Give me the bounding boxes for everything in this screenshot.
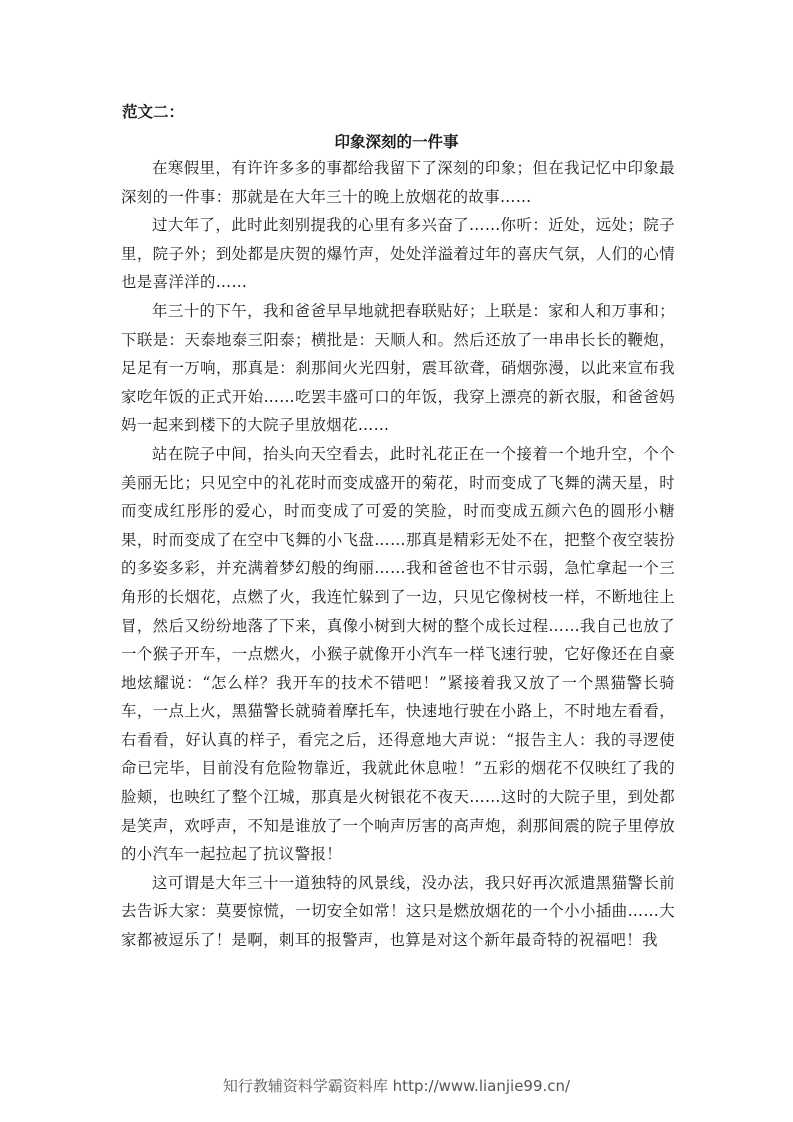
- paragraph-1: 在寒假里，有许许多多的事都给我留下了深刻的印象；但在我记忆中印象最深刻的一件事：那就是在大年三十的晚上放烟花的故事……: [121, 159, 675, 206]
- paragraph-2: 过大年了，此时此刻别提我的心里有多兴奋了……你听：近处，远处；院子里，院子外；到处都是庆贺的爆竹声，处处洋溢着过年的喜庆气氛，人们的心情也是喜洋洋的……: [121, 216, 675, 292]
- section-heading: 范文二：: [122, 102, 185, 121]
- essay-title: 印象深刻的一件事: [334, 132, 459, 151]
- paragraph-5: 这可谓是大年三十一道独特的风景线，没办法，我只好再次派遣黑猫警长前去告诉大家：莫要惊慌，一切安全如常！这只是燃放烟花的一个小小插曲……大家都被逗乐了！是啊，刺耳的报警声，也算是对这个新年最奇特的祝福吧！我: [121, 873, 675, 950]
- essay-body: [121, 154, 675, 955]
- footer-watermark: 知行教辅资料学霸资料库 http://www.lianjie99.cn/: [222, 1077, 571, 1095]
- paragraph-4: 站在院子中间，抬头向天空看去，此时礼花正在一个接着一个地升空，个个美丽无比；只见空中的礼花时而变成盛开的菊花，时而变成了飞舞的满天星，时而变成红彤彤的爱心，时而变成了可爱的笑脸，时而变成五颜六色的圆形小糖果，时而变成了在空中飞舞的小飞盘……那真是精彩无处不在，把整个夜空装扮的多姿多彩，并充满着梦幻般的绚丽……我和爸爸也不甘示弱，急忙拿起一个三角形的长烟花，点燃了火，我连忙躲到了一边，只见它像树枝一样，不断地往上冒，然后又纷纷地落了下来，真像小树到大树的整个成长过程……我自己也放了一个猴子开车，一点燃火，小猴子就像开小汽车一样飞速行驶，它好像还在自豪地炫耀说：“怎么样？我开车的技术不错吧！”紧接着我又放了一个黑猫警长骑车，一点上火，黑猫警长就骑着摩托车，快速地行驶在小路上，不时地左看看，右看看，好认真的样子，看完之后，还得意地大声说：“报告主人：我的寻逻使命已完毕，目前没有危险物靠近，我就此休息啦！”五彩的烟花不仅映红了我的脸颊，也映红了整个江城，那真是火树银花不夜天……这时的大院子里，到处都是笑声，欢呼声，不知是谁放了一个响声厉害的高声炮，刹那间震的院子里停放的小汽车一起拉起了抗议警报！: [121, 444, 675, 864]
- paragraph-3: 年三十的下午，我和爸爸早早地就把春联贴好；上联是：家和人和万事和；下联是：天泰地泰三阳泰；横批是：天顺人和。然后还放了一串串长长的鞭炮，足足有一万响，那真是：刹那间火光四射，震耳欲聋，硝烟弥漫，以此来宣布我家吃年饭的正式开始……吃罢丰盛可口的年饭，我穿上漂亮的新衣服，和爸爸妈妈一起来到楼下的大院子里放烟花……: [121, 301, 675, 435]
